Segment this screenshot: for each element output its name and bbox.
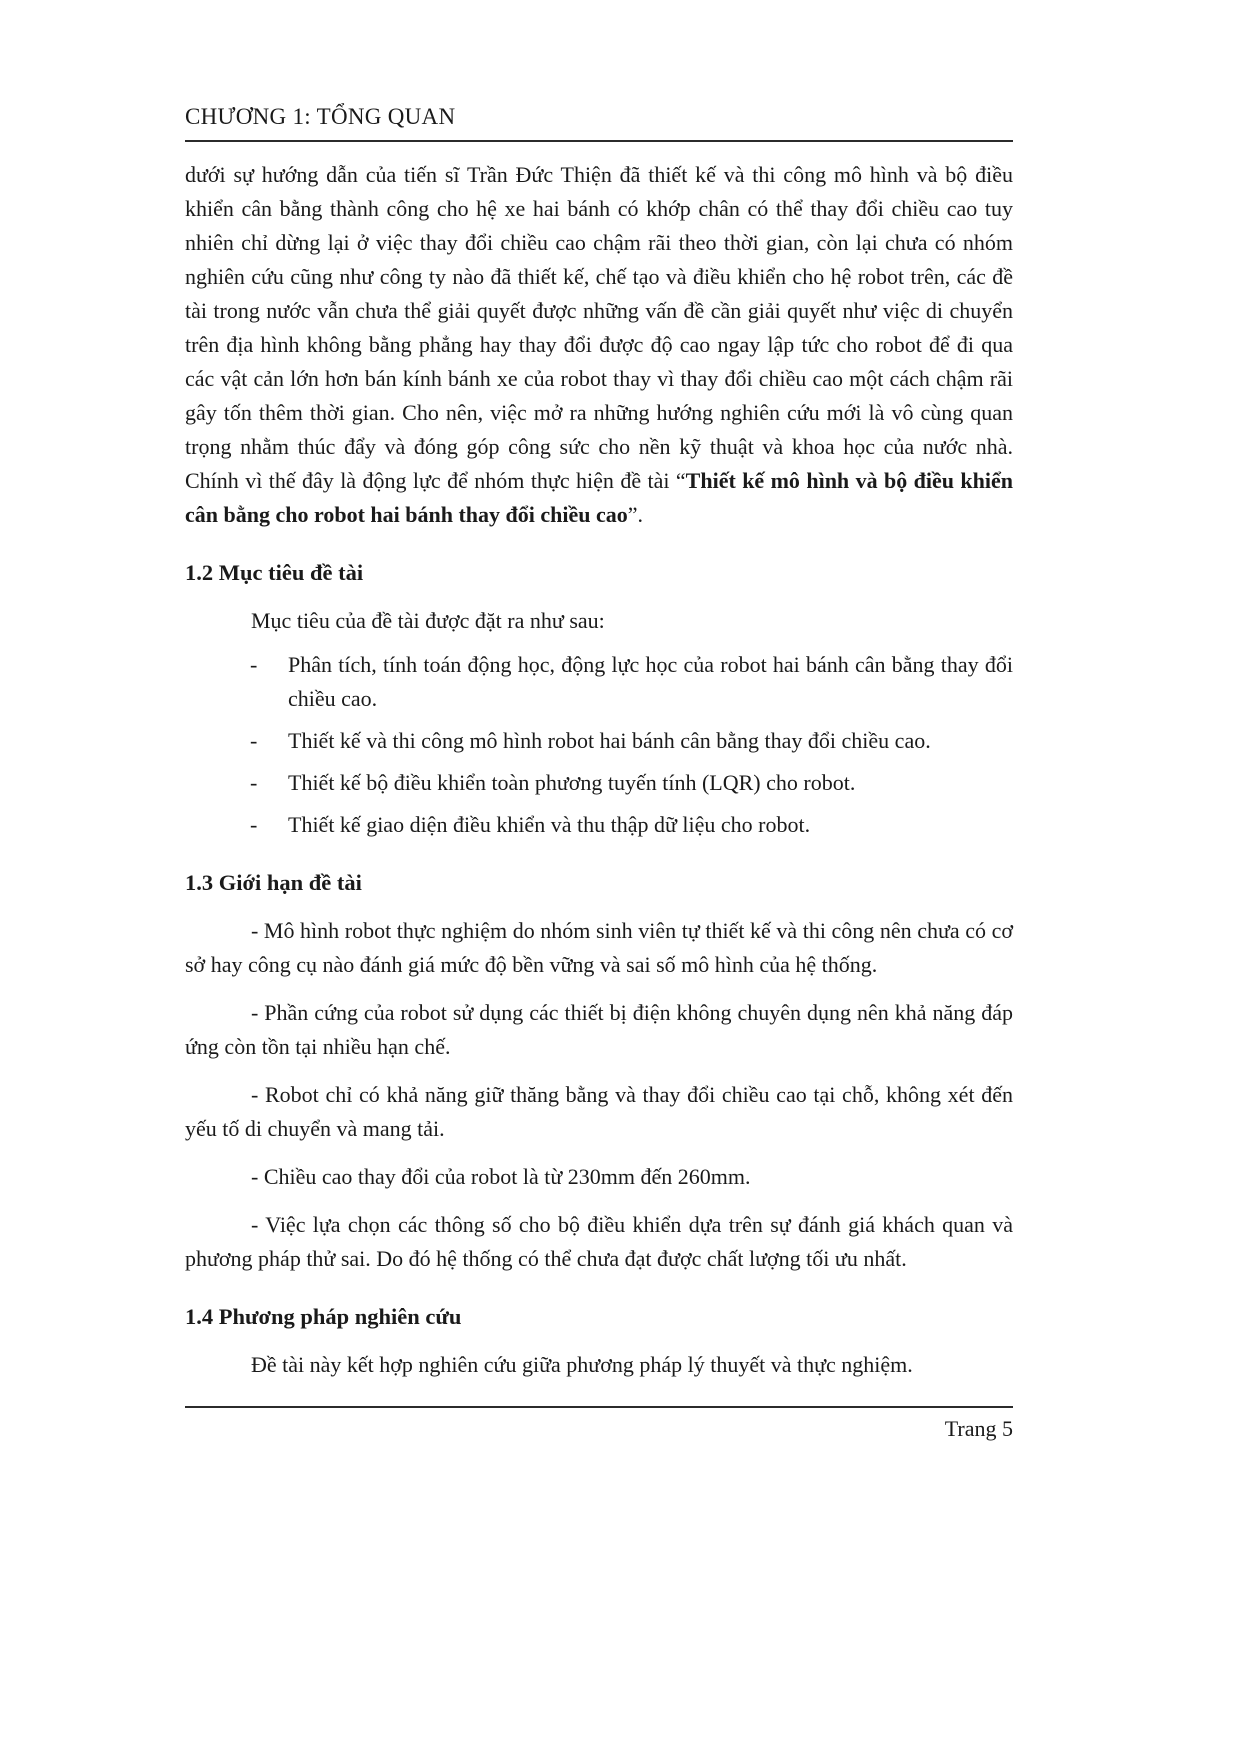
muc-tieu-intro: Mục tiêu của đề tài được đặt ra như sau:: [251, 608, 605, 633]
gioi-han-paragraph: - Việc lựa chọn các thông số cho bộ điều khiển dựa trên sự đánh giá khách quan và phương pháp thử sai. Do đó hệ thống có thể chưa đạt được chất lượng tối ưu nhất.: [185, 1212, 1013, 1271]
list-item: [185, 808, 1013, 842]
intro-closing: ”.: [627, 502, 644, 527]
bullet-dash: -: [250, 652, 258, 677]
section-heading-gioi-han: 1.3 Giới hạn đề tài: [185, 870, 362, 895]
section-heading-phuong-phap: 1.4 Phương pháp nghiên cứu: [185, 1304, 462, 1329]
gioi-han-paragraph: - Phần cứng của robot sử dụng các thiết bị điện không chuyên dụng nên khả năng đáp ứng còn tồn tại nhiều hạn chế.: [185, 1000, 1013, 1059]
bullet-dash: -: [250, 812, 258, 837]
page-number: Trang 5: [944, 1416, 1013, 1441]
objectives-list: [185, 648, 1013, 842]
list-item: [185, 648, 1013, 716]
page-footer: [185, 1406, 1013, 1442]
section-heading-muc-tieu: 1.2 Mục tiêu đề tài: [185, 560, 364, 585]
chapter-header: CHƯƠNG 1: TỔNG QUAN: [185, 104, 456, 129]
footer-rule: [185, 1406, 1013, 1408]
gioi-han-paragraph: - Mô hình robot thực nghiệm do nhóm sinh viên tự thiết kế và thi công nên chưa có cơ sở hay công cụ nào đánh giá mức độ bền vững và sai số mô hình của hệ thống.: [185, 918, 1013, 977]
header-rule: [185, 140, 1013, 142]
bullet-text: Thiết kế và thi công mô hình robot hai bánh cân bằng thay đổi chiều cao.: [288, 728, 931, 753]
bullet-text: Thiết kế bộ điều khiển toàn phương tuyến tính (LQR) cho robot.: [288, 770, 856, 795]
phuong-phap-paragraph: Đề tài này kết hợp nghiên cứu giữa phương pháp lý thuyết và thực nghiệm.: [251, 1352, 913, 1377]
intro-paragraph: [185, 158, 1013, 532]
thesis-title-bold: Thiết kế mô hình và bộ điều khiển cân bằng cho robot hai bánh thay đổi chiều cao: [185, 468, 1013, 527]
bullet-text: Thiết kế giao diện điều khiển và thu thập dữ liệu cho robot.: [288, 812, 811, 837]
bullet-dash: -: [250, 728, 258, 753]
gioi-han-paragraph: - Chiều cao thay đổi của robot là từ 230mm đến 260mm.: [251, 1164, 751, 1189]
page-content: [185, 100, 1013, 1382]
gioi-han-paragraph: - Robot chỉ có khả năng giữ thăng bằng và thay đổi chiều cao tại chỗ, không xét đến yếu tố di chuyển và mang tải.: [185, 1082, 1013, 1141]
intro-text: dưới sự hướng dẫn của tiến sĩ Trần Đức Thiện đã thiết kế và thi công mô hình và bộ điều khiển cân bằng thành công cho hệ xe hai bánh có khớp chân có thể thay đổi chiều cao tuy nhiên chỉ dừng lại ở việc thay đổi chiều cao chậm rãi theo thời gian, còn lại chưa có nhóm nghiên cứu cũng như công ty nào đã thiết kế, chế tạo và điều khiển cho hệ robot trên, các đề tài trong nước vẫn chưa thể giải quyết được những vấn đề cần giải quyết như việc di chuyển trên địa hình không bằng phẳng hay thay đổi được độ cao ngay lập tức cho robot để đi qua các vật cản lớn hơn bán kính bánh xe của robot thay vì thay đổi chiều cao một cách chậm rãi gây tốn thêm thời gian. Cho nên, việc mở ra những hướng nghiên cứu mới là vô cùng quan trọng nhằm thúc đẩy và đóng góp công sức cho nền kỹ thuật và khoa học của nước nhà. Chính vì thế đây là động lực để nhóm thực hiện đề tài “: [185, 162, 1013, 493]
list-item: [185, 724, 1013, 758]
bullet-dash: -: [250, 770, 258, 795]
bullet-text: Phân tích, tính toán động học, động lực học của robot hai bánh cân bằng thay đổi chiều cao.: [288, 652, 1013, 711]
list-item: [185, 766, 1013, 800]
